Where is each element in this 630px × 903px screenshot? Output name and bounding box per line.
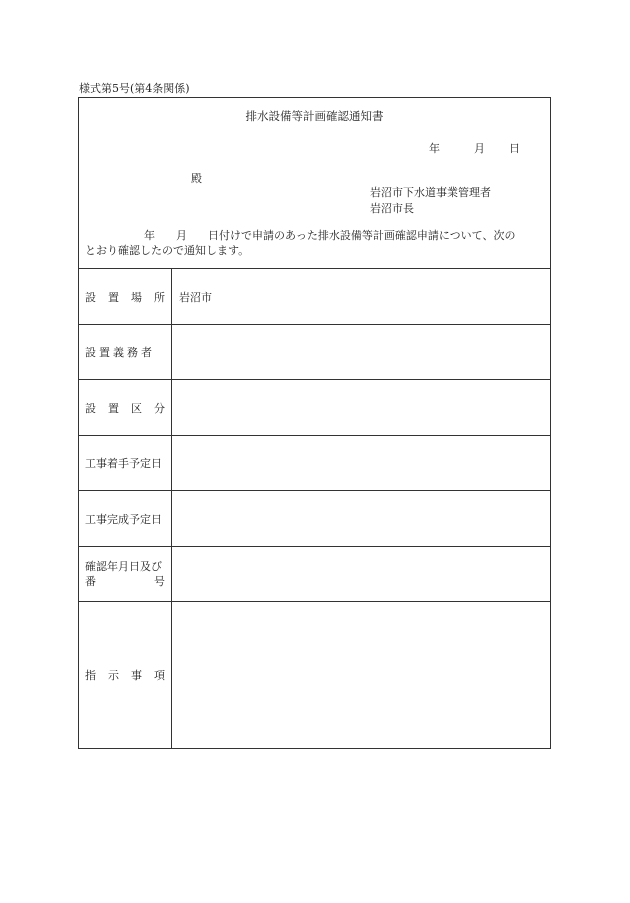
document-title: 排水設備等計画確認通知書: [245, 109, 384, 123]
body-month-label: 月: [176, 229, 187, 242]
issuer-line-1: 岩沼市下水道事業管理者: [370, 186, 491, 199]
label-char: 事: [131, 669, 142, 682]
label-char: 分: [154, 401, 165, 415]
label-char: 置: [108, 290, 119, 304]
label-installation-location: [79, 269, 172, 324]
issue-date: [429, 140, 520, 156]
label-line-1: 確認年月日及び: [85, 560, 162, 573]
issuer-block: [370, 185, 491, 217]
label-char: 設: [85, 290, 96, 304]
row-obligated-party: [79, 325, 550, 380]
label-confirmation-date-number: [79, 547, 172, 601]
label-char: 号: [154, 575, 165, 588]
label-construction-start-date: 工事着手予定日: [79, 436, 172, 490]
notice-body-text: [85, 228, 547, 258]
date-year-label: 年: [429, 142, 440, 155]
label-char: 所: [154, 290, 165, 304]
label-char: 項: [154, 669, 165, 682]
addressee: 殿: [191, 172, 202, 185]
label-char: 指: [85, 669, 96, 682]
label-char: 置: [108, 401, 119, 415]
row-construction-start-date: [79, 436, 550, 491]
body-year-label: 年: [144, 229, 155, 242]
label-char: 番: [85, 575, 96, 588]
body-line-1: [85, 228, 547, 243]
row-installation-category: [79, 380, 550, 436]
notice-header: [79, 98, 550, 269]
row-construction-completion-date: [79, 491, 550, 547]
label-construction-completion-date: 工事完成予定日: [79, 491, 172, 546]
value-installation-location[interactable]: 岩沼市: [179, 290, 212, 304]
date-day-label: 日: [509, 142, 520, 155]
label-installation-category: [79, 380, 172, 435]
row-installation-location: [79, 269, 550, 325]
form-number-label: 様式第5号(第4条関係): [79, 82, 190, 95]
label-char: 示: [108, 669, 119, 682]
label-line-2: [85, 574, 165, 589]
label-char: 場: [131, 290, 142, 304]
row-instructions: [79, 602, 550, 748]
body-line-2: とおり確認したので通知します。: [85, 244, 250, 257]
label-obligated-party: 設置義務者: [79, 325, 172, 379]
row-confirmation-date-number: [79, 547, 550, 602]
label-char: 区: [131, 401, 142, 415]
body-rest-line-1: 日付けで申請のあった排水設備等計画確認申請について、次の: [208, 229, 516, 242]
date-month-label: 月: [474, 142, 485, 155]
issuer-line-2: 岩沼市長: [370, 202, 414, 215]
label-char: 設: [85, 401, 96, 415]
label-instructions: [79, 602, 172, 748]
notice-form: [78, 97, 551, 749]
